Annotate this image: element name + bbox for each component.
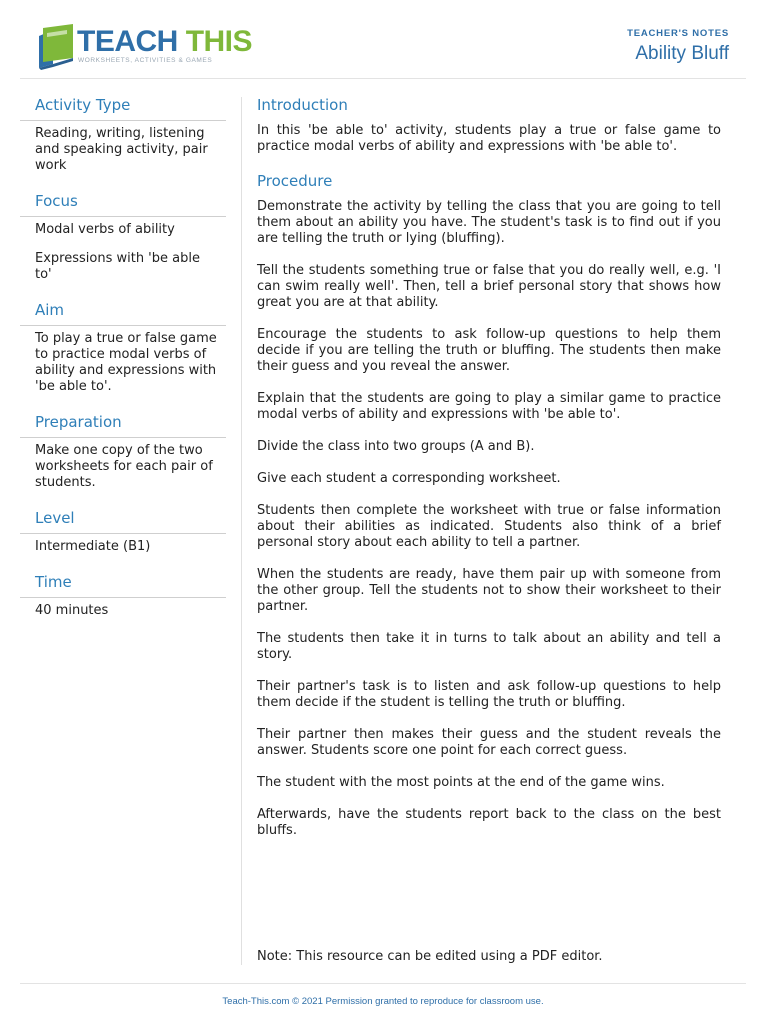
procedure-step: The student with the most points at the end of the game wins. [257, 775, 665, 790]
focus-heading: Focus [20, 191, 226, 217]
editing-note: Note: This resource can be edited using a PDF editor. [257, 949, 603, 964]
procedure-step: Give each student a corresponding worksheet. [257, 471, 561, 486]
book-icon [37, 24, 75, 70]
logo-wordmark: TEACH THIS [77, 25, 253, 58]
focus-item: Modal verbs of ability [35, 222, 175, 237]
activity-type-heading: Activity Type [20, 95, 226, 121]
teach-this-logo [37, 24, 253, 70]
preparation-heading: Preparation [20, 412, 226, 438]
copyright-text: Teach-This.com © 2021 Permission granted to reproduce for classroom use. [222, 996, 544, 1007]
preparation-section [20, 412, 226, 491]
logo-tagline: WORKSHEETS, ACTIVITIES & GAMES [78, 57, 213, 64]
time-text: 40 minutes [35, 603, 109, 618]
procedure-heading: Procedure [257, 172, 333, 190]
teachers-notes-label: TEACHER'S NOTES [627, 28, 729, 39]
level-heading: Level [20, 508, 226, 534]
procedure-step: Encourage the students to ask follow-up questions to help them decide if you are telling the truth or bluffing. The students then make their guess and you reveal the answer. [257, 327, 721, 374]
level-section [20, 508, 226, 555]
procedure-step: Students then complete the worksheet with true or false information about their abilities as indicated. Students also think of a brief personal story about each ability to tell a partner. [257, 503, 721, 550]
procedure-step: Their partner then makes their guess and the student reveals the answer. Students score one point for each correct guess. [257, 727, 721, 758]
procedure-step: Afterwards, have the students report back to the class on the best bluffs. [257, 807, 721, 838]
procedure-step: When the students are ready, have them pair up with someone from the other group. Tell the students not to show their worksheet to their partner. [257, 567, 721, 614]
procedure-step: Explain that the students are going to play a similar game to practice modal verbs of ability and expressions with 'be able to'. [257, 391, 721, 422]
document-title: Ability Bluff [635, 43, 729, 64]
activity-type-section [20, 95, 226, 174]
introduction-text: In this 'be able to' activity, students play a true or false game to practice modal verbs of ability and expressions with 'be able to'. [257, 123, 721, 154]
time-heading: Time [20, 572, 226, 598]
page-header [20, 0, 746, 79]
column-divider [241, 97, 242, 965]
procedure-step: Divide the class into two groups (A and B). [257, 439, 535, 454]
focus-item: Expressions with 'be able to' [35, 251, 200, 282]
procedure-step: Tell the students something true or false that you do really well, e.g. 'I can swim really well'. Then, tell a brief personal story that shows how great you are at that ability. [257, 263, 721, 310]
preparation-text: Make one copy of the two worksheets for each pair of students. [35, 443, 213, 490]
procedure-step: Demonstrate the activity by telling the class that you are going to tell them about an ability you have. The student's task is to find out if you are telling the truth or lying (bluffing). [257, 199, 721, 246]
aim-text: To play a true or false game to practice modal verbs of ability and expressions with 'be able to'. [35, 331, 217, 394]
procedure-step: Their partner's task is to listen and ask follow-up questions to help them decide if the student is telling the truth or bluffing. [257, 679, 721, 710]
activity-type-text: Reading, writing, listening and speaking activity, pair work [35, 126, 208, 173]
introduction-heading: Introduction [257, 96, 348, 114]
page-footer [20, 983, 746, 1024]
focus-section [20, 191, 226, 283]
aim-section [20, 300, 226, 395]
sidebar [20, 95, 226, 636]
level-text: Intermediate (B1) [35, 539, 151, 554]
procedure-step: The students then take it in turns to talk about an ability and tell a story. [257, 631, 721, 662]
time-section [20, 572, 226, 619]
aim-heading: Aim [20, 300, 226, 326]
main-content [257, 95, 721, 855]
